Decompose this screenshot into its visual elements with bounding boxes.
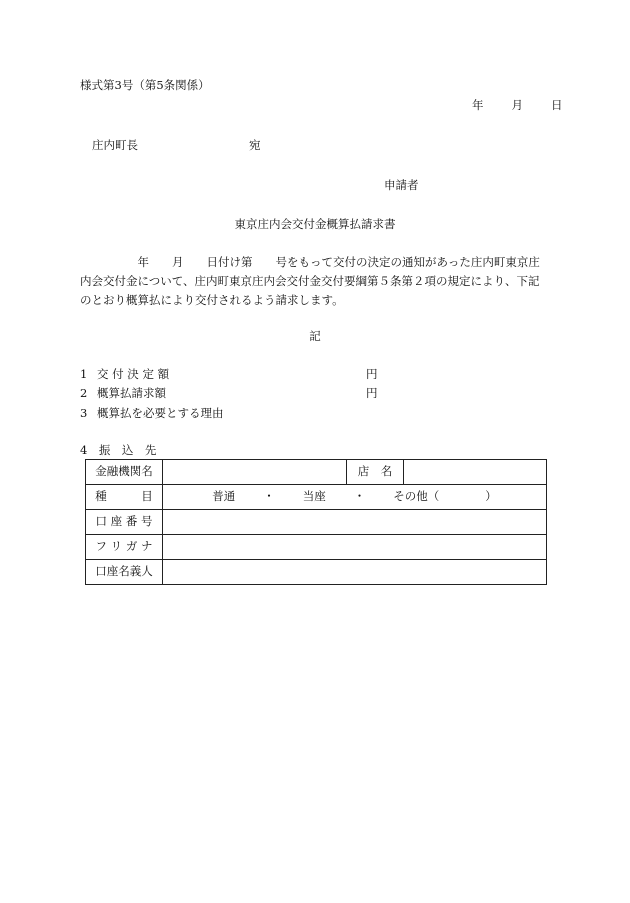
date-year: 年 <box>472 98 484 112</box>
account-holder-label: 口座名義人 <box>86 560 163 585</box>
decided-amount-unit: 円 <box>366 367 378 381</box>
transfer-heading: 4 振 込 先 <box>80 443 157 457</box>
account-number-field[interactable] <box>163 510 547 535</box>
table-row <box>86 560 547 585</box>
bank-transfer-table <box>85 459 547 585</box>
body-line-2: 内会交付金について、庄内町東京庄内会交付金交付要綱第５条第２項の規定により、下記 <box>80 274 540 288</box>
bank-name-field[interactable] <box>163 460 347 485</box>
table-row <box>86 510 547 535</box>
table-row <box>86 535 547 560</box>
item-number: 1 <box>80 367 88 381</box>
option-other[interactable]: その他（ ） <box>393 489 497 504</box>
account-holder-field[interactable] <box>163 560 547 585</box>
item-label: 交 付 決 定 額 <box>97 367 170 381</box>
form-number: 様式第3号（第5条関係） <box>80 78 210 92</box>
item-label: 概算払請求額 <box>97 386 166 400</box>
bank-name-label: 金融機関名 <box>86 460 163 485</box>
applicant-label: 申請者 <box>384 178 419 192</box>
option-futsu[interactable]: 普通 <box>212 489 236 504</box>
branch-label: 店 名 <box>347 460 404 485</box>
document-title: 東京庄内会交付金概算払請求書 <box>234 217 396 231</box>
body-line-1: 年 月 日付け第 号をもって交付の決定の通知があった庄内町東京庄 <box>80 255 540 269</box>
furigana-field[interactable] <box>163 535 547 560</box>
body-line-3: のとおり概算払により交付されるよう請求します。 <box>80 293 344 307</box>
item-label: 概算払を必要とする理由 <box>97 406 224 420</box>
request-body <box>80 253 550 310</box>
addressee-name: 庄内町長 <box>92 138 138 152</box>
separator-dot: ・ <box>263 489 275 504</box>
option-toza[interactable]: 当座 <box>302 489 326 504</box>
item-request-amount <box>80 388 166 400</box>
account-number-label: 口 座 番 号 <box>86 510 163 535</box>
separator-dot: ・ <box>353 489 366 504</box>
item-reason <box>80 408 224 420</box>
furigana-label: フ リ ガ ナ <box>86 535 163 560</box>
ki-heading: 記 <box>309 329 321 343</box>
item-number: 3 <box>80 406 88 420</box>
branch-field[interactable] <box>404 460 547 485</box>
table-row <box>86 460 547 485</box>
addressee-suffix: 宛 <box>249 138 261 152</box>
request-amount-unit: 円 <box>366 386 378 400</box>
item-decided-amount <box>80 369 169 381</box>
date-month: 月 <box>511 98 523 112</box>
item-number: 2 <box>80 386 88 400</box>
table-row <box>86 485 547 510</box>
account-type-label: 種 目 <box>86 485 163 510</box>
account-type-options[interactable] <box>163 485 547 510</box>
date-day: 日 <box>551 98 563 112</box>
date-line <box>472 100 563 112</box>
